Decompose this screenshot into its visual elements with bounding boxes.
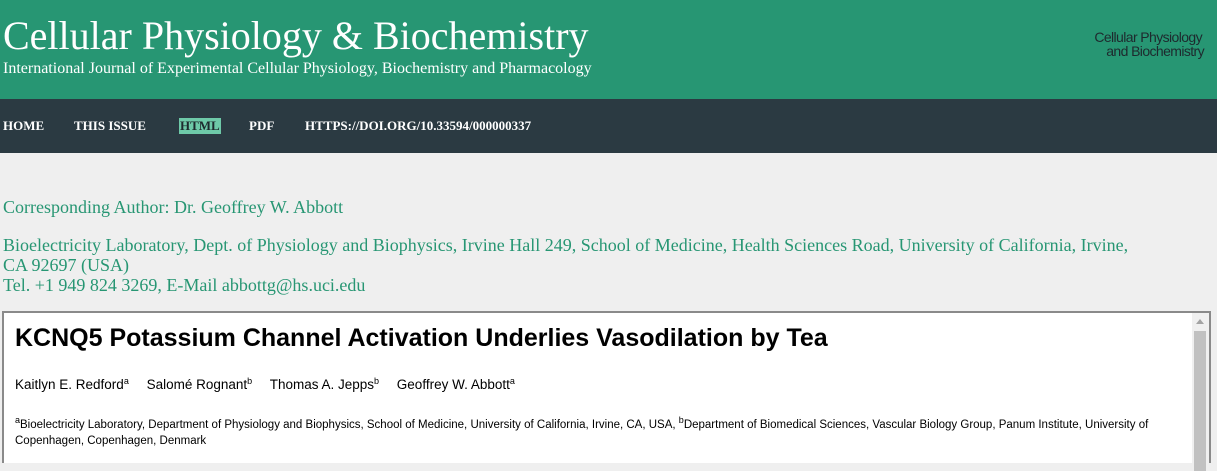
nav-html[interactable]: HTML (180, 118, 220, 133)
author-name: Salomé Rognant (146, 377, 248, 392)
author-name: Geoffrey W. Abbott (396, 377, 510, 392)
author-list (15, 376, 529, 394)
vertical-scrollbar[interactable] (1192, 313, 1209, 463)
affiliation-text: Bioelectricity Laboratory, Department of Physiology and Biophysics, School of Medicine, University of California, Irvine, CA, USA, (20, 419, 679, 431)
author[interactable] (147, 377, 253, 392)
author-affiliation-mark: a (509, 376, 515, 386)
nav-home[interactable]: HOME (3, 118, 45, 133)
author-name: Thomas A. Jepps (269, 377, 375, 392)
author[interactable] (397, 377, 515, 392)
affiliation-mark: a (15, 415, 21, 425)
journal-title[interactable]: Cellular Physiology & Biochemistry (3, 13, 589, 58)
article-frame[interactable] (2, 311, 1211, 463)
affiliation-text: Department of Biomedical Sciences, Vascular Biology Group, Panum Institute, University of Copenhagen, Copenhagen, Denmark (15, 419, 1149, 447)
contact-info: Tel. +1 949 824 3269, E-Mail abbottg@hs.uci.edu (3, 275, 366, 295)
journal-header (0, 0, 1217, 99)
nav-pdf[interactable]: PDF (249, 118, 275, 133)
corresponding-author: Corresponding Author: Dr. Geoffrey W. Abbott (3, 197, 344, 217)
affiliations (15, 417, 1180, 449)
author-affiliation-mark: b (247, 376, 253, 386)
nav-doi-link[interactable]: HTTPS://DOI.ORG/10.33594/000000337 (305, 118, 532, 133)
author-affiliation-mark: a (123, 376, 129, 386)
author-name: Kaitlyn E. Redford (15, 377, 124, 392)
address-line-2: CA 92697 (USA) (3, 255, 130, 275)
address-line-1: Bioelectricity Laboratory, Dept. of Physiology and Biophysics, Irvine Hall 249, School of Medicine, Health Sciences Road, University of California, Irvine, (3, 235, 1129, 255)
author-affiliation-mark: b (374, 376, 380, 386)
scroll-up-arrow-icon[interactable] (1196, 319, 1204, 324)
journal-logo[interactable] (1058, 30, 1204, 58)
author[interactable] (15, 377, 129, 392)
affiliation-mark: b (678, 415, 684, 425)
logo-line-2: and Biochemistry (1106, 43, 1204, 59)
journal-subtitle: International Journal of Experimental Cellular Physiology, Biochemistry and Pharmacology (3, 60, 592, 77)
logo-line-1: Cellular Physiology (1094, 29, 1202, 45)
nav-this-issue[interactable]: THIS ISSUE (74, 118, 146, 133)
author[interactable] (270, 377, 379, 392)
scrollbar-thumb[interactable] (1194, 331, 1206, 471)
article-title: KCNQ5 Potassium Channel Activation Underlies Vasodilation by Tea (15, 324, 828, 352)
top-nav (0, 99, 1217, 153)
